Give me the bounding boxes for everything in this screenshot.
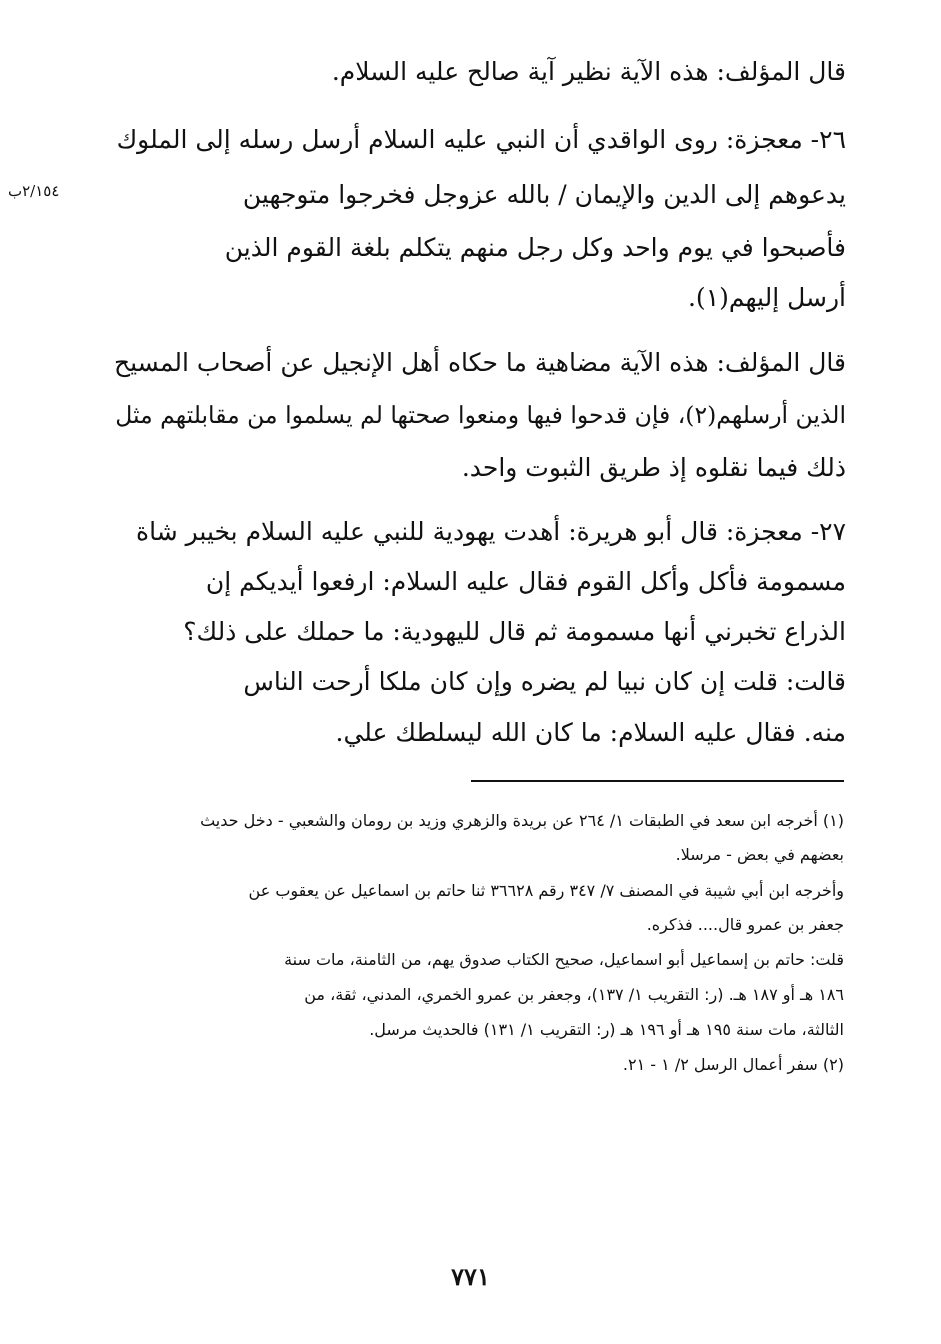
footnote-line-4: جعفر بن عمرو قال.... فذكره. — [646, 915, 844, 934]
main-text-line-1: قال المؤلف: هذه الآية نظير آية صالح عليه السلام. — [331, 57, 846, 86]
main-text-line-10: مسمومة فأكل وأكل القوم فقال عليه السلام: ارفعوا أيديكم إن — [205, 567, 846, 596]
main-text-line-5: أرسل إليهم(١). — [687, 283, 846, 312]
margin-folio-note: ٢/١٥٤ب — [8, 182, 60, 200]
footnote-line-7: الثالثة، مات سنة ١٩٥ هـ أو ١٩٦ هـ (ر: التقريب ١/ ١٣١) فالحديث مرسل. — [369, 1020, 844, 1039]
main-text-line-2: ٢٦- معجزة: روى الواقدي أن النبي عليه السلام أرسل رسله إلى الملوك — [116, 125, 846, 154]
main-text-line-8: ذلك فيما نقلوه إذ طريق الثبوت واحد. — [461, 453, 846, 482]
page-number: ٧٧١ — [451, 1262, 490, 1291]
main-text-line-3: يدعوهم إلى الدين والإيمان / بالله عزوجل فخرجوا متوجهين — [242, 180, 846, 209]
footnote-line-8: (٢) سفر أعمال الرسل ٢/ ١ - ٢١. — [622, 1055, 844, 1074]
main-text-line-4: فأصبحوا في يوم واحد وكل رجل منهم يتكلم بلغة القوم الذين — [224, 233, 846, 262]
main-text-line-12: قالت: قلت إن كان نبيا لم يضره وإن كان ملكا أرحت الناس — [243, 667, 846, 696]
footnote-line-1: (١) أخرجه ابن سعد في الطبقات ١/ ٢٦٤ عن بريدة والزهري وزيد بن رومان والشعبي - دخل حديث — [200, 811, 844, 830]
main-text-line-9: ٢٧- معجزة: قال أبو هريرة: أهدت يهودية للنبي عليه السلام بخيبر شاة — [136, 517, 846, 546]
footnote-line-3: وأخرجه ابن أبي شيبة في المصنف ٧/ ٣٤٧ رقم ٣٦٦٢٨ ثنا حاتم بن اسماعيل عن يعقوب عن — [248, 881, 844, 900]
main-text-line-6: قال المؤلف: هذه الآية مضاهية ما حكاه أهل الإنجيل عن أصحاب المسيح — [113, 348, 846, 377]
footnote-line-2: بعضهم في بعض - مرسلا. — [675, 845, 844, 864]
main-text-line-7: الذين أرسلهم(٢)، فإن قدحوا فيها ومنعوا صحتها لم يسلموا من مقابلتهم مثل — [115, 401, 846, 429]
footnote-line-5: قلت: حاتم بن إسماعيل أبو اسماعيل، صحيح الكتاب صدوق يهم، من الثامنة، مات سنة — [284, 950, 844, 969]
main-text-line-13: منه. فقال عليه السلام: ما كان الله ليسلطك علي. — [335, 718, 846, 747]
footnote-separator — [471, 780, 844, 782]
footnote-line-6: ١٨٦ هـ أو ١٨٧ هـ. (ر: التقريب ١/ ١٣٧)، وجعفر بن عمرو الخمري، المدني، ثقة، من — [304, 985, 844, 1004]
main-text-line-11: الذراع تخبرني أنها مسمومة ثم قال لليهودية: ما حملك على ذلك؟ — [183, 617, 846, 646]
